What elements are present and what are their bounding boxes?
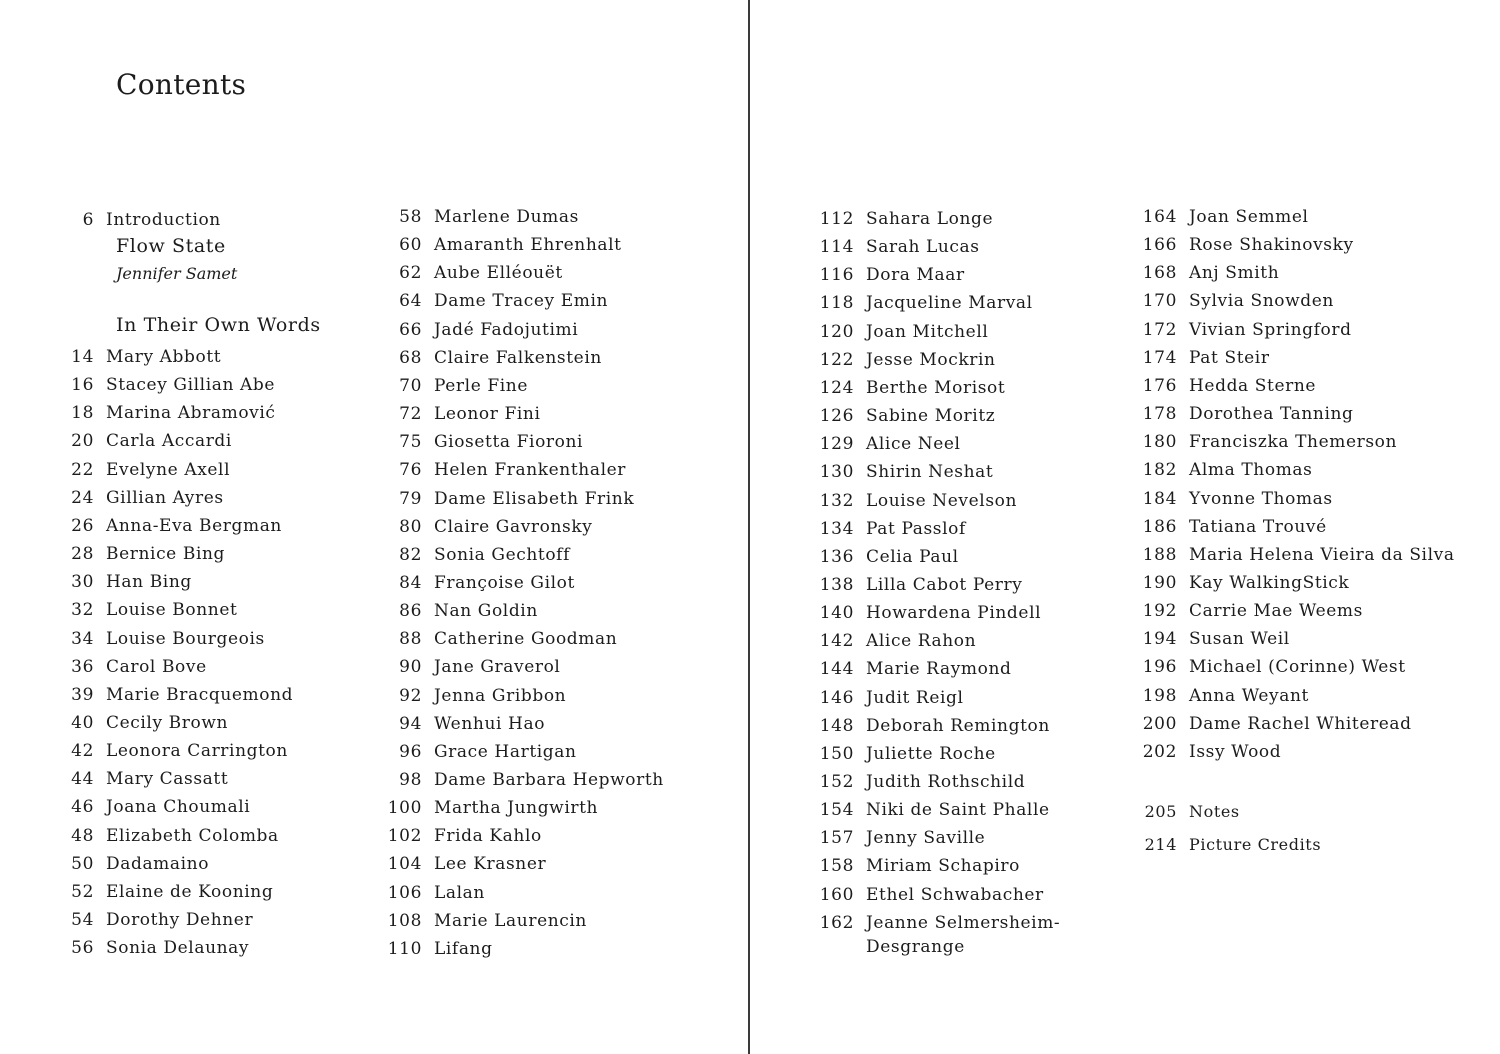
entry-artist-name: Alice Neel (866, 434, 961, 455)
entry-page-number: 129 (819, 434, 854, 455)
entry-artist-name: Sarah Lucas (866, 237, 980, 258)
entry-artist-name: Dame Tracey Emin (434, 291, 609, 312)
entry-artist-name: Martha Jungwirth (434, 798, 599, 819)
back-matter-label: Picture Credits (1189, 835, 1322, 854)
entry-page-number: 122 (819, 349, 854, 370)
entry-page-number: 194 (1142, 629, 1177, 650)
entry-artist-name: Jesse Mockrin (866, 349, 996, 370)
entry-artist-name: Jeanne Selmersheim- (866, 912, 1061, 933)
entry-artist-name: Elizabeth Colomba (106, 825, 279, 846)
entry-artist-name: Aube Elléouët (434, 263, 563, 284)
entry-page-number: 58 (399, 207, 422, 227)
entry-page-number: 48 (71, 825, 94, 846)
entry-page-number: 148 (819, 715, 854, 736)
entry-page-number: 176 (1142, 375, 1177, 396)
entry-artist-name: Anj Smith (1189, 263, 1280, 284)
entry-artist-name: Alma Thomas (1189, 460, 1313, 481)
entry-page-number: 20 (71, 431, 94, 452)
entry-artist-name: Anna-Eva Bergman (106, 515, 282, 536)
entry-artist-name: Claire Gavronsky (434, 516, 593, 537)
entry-page-number: 22 (71, 459, 94, 480)
entry-page-number: 172 (1142, 319, 1177, 340)
entry-artist-name: Dame Elisabeth Frink (434, 488, 635, 509)
entry-artist-name: Jenny Saville (866, 828, 986, 849)
entry-page-number: 152 (819, 772, 854, 792)
entry-artist-name: Mary Abbott (106, 347, 222, 367)
entry-page-number: 154 (819, 800, 854, 821)
entry-page-number: 140 (819, 603, 854, 624)
entry-artist-name: Franciszka Themerson (1189, 432, 1398, 453)
entry-page-number: 46 (71, 797, 94, 818)
entry-artist-name: Dora Maar (866, 265, 965, 286)
entry-artist-name: Jadé Fadojutimi (434, 319, 579, 340)
entry-artist-name: Jane Graverol (434, 657, 561, 678)
entry-page-number: 82 (399, 544, 422, 565)
entry-page-number: 92 (399, 685, 422, 706)
entry-page-number: 80 (399, 516, 422, 537)
entry-page-number: 16 (71, 375, 94, 396)
entry-artist-name: Judit Reigl (866, 687, 964, 708)
entry-artist-name: Joan Semmel (1189, 207, 1309, 227)
entry-page-number: 94 (399, 713, 422, 734)
entry-artist-name: Dadamaino (106, 853, 210, 874)
entry-artist-name: Perle Fine (434, 375, 529, 396)
entry-artist-name: Rose Shakinovsky (1189, 235, 1354, 256)
entry-page-number: 40 (71, 712, 94, 733)
entry-artist-name: Niki de Saint Phalle (866, 800, 1050, 821)
entry-artist-name: Marie Raymond (866, 659, 1012, 680)
entry-artist-name: Carla Accardi (106, 431, 232, 452)
entry-artist-name: Leonor Fini (434, 404, 541, 425)
entry-artist-name: Mary Cassatt (106, 769, 229, 790)
entry-page-number: 126 (819, 406, 854, 427)
back-matter-label: Notes (1189, 802, 1240, 821)
entry-artist-name: Françoise Gilot (434, 572, 575, 593)
entry-artist-name: Carrie Mae Weems (1189, 601, 1363, 622)
entry-artist-name: Dame Rachel Whiteread (1189, 713, 1412, 734)
entry-artist-name: Marie Laurencin (434, 910, 587, 931)
entry-artist-name: Pat Steir (1189, 347, 1270, 368)
intro-page-number: 6 (82, 210, 94, 230)
entry-page-number: 76 (399, 460, 422, 481)
entry-artist-name: Sabine Moritz (866, 406, 996, 427)
entry-page-number: 66 (399, 319, 422, 340)
entry-page-number: 162 (819, 912, 854, 933)
entry-page-number: 68 (399, 347, 422, 368)
entry-artist-name: Lifang (434, 938, 493, 959)
entry-page-number: 144 (819, 659, 854, 680)
entry-page-number: 36 (71, 656, 94, 677)
entry-page-number: 24 (71, 487, 94, 508)
entry-artist-name: Ethel Schwabacher (866, 884, 1044, 905)
entry-page-number: 34 (71, 628, 94, 649)
entry-page-number: 70 (399, 375, 422, 396)
entry-page-number: 75 (399, 432, 422, 453)
right-page (751, 0, 1500, 1054)
entry-page-number: 100 (387, 798, 422, 819)
entry-artist-name: Dorothea Tanning (1189, 404, 1354, 425)
entry-page-number: 112 (819, 209, 854, 229)
entry-page-number: 200 (1142, 713, 1177, 734)
entry-artist-name: Susan Weil (1189, 629, 1290, 650)
entry-artist-name: Lalan (434, 882, 485, 903)
entry-page-number: 60 (399, 235, 422, 256)
entry-artist-name: Claire Falkenstein (434, 347, 602, 368)
entry-artist-name: Berthe Morisot (866, 377, 1006, 398)
entry-page-number: 18 (71, 403, 94, 424)
entry-page-number: 62 (399, 263, 422, 284)
entry-page-number: 160 (819, 884, 854, 905)
entry-page-number: 108 (387, 910, 422, 931)
entry-artist-name: Amaranth Ehrenhalt (434, 235, 622, 256)
entry-artist-name: Han Bing (106, 572, 192, 593)
entry-artist-name: Bernice Bing (106, 544, 226, 565)
entry-page-number: 86 (399, 601, 422, 622)
entry-page-number: 104 (387, 854, 422, 875)
entry-artist-name: Maria Helena Vieira da Silva (1189, 544, 1455, 565)
entry-artist-name: Dorothy Dehner (106, 910, 254, 930)
intro-essay-title: Flow State (116, 235, 226, 257)
entry-artist-name: Tatiana Trouvé (1189, 516, 1327, 537)
entry-artist-name: Frida Kahlo (434, 826, 542, 847)
entry-artist-name: Cecily Brown (106, 712, 229, 733)
entry-artist-name: Louise Bourgeois (106, 628, 265, 649)
entry-page-number: 138 (819, 574, 854, 595)
entry-page-number: 196 (1142, 657, 1177, 678)
entry-page-number: 102 (387, 826, 422, 847)
entry-page-number: 64 (399, 291, 422, 312)
entry-page-number: 150 (819, 743, 854, 764)
entry-artist-name: Gillian Ayres (106, 487, 224, 508)
entry-artist-name: Alice Rahon (866, 631, 977, 652)
page-title: Contents (116, 67, 247, 101)
entry-artist-name: Helen Frankenthaler (434, 460, 626, 481)
entry-artist-name: Grace Hartigan (434, 741, 577, 762)
entry-page-number: 142 (819, 631, 854, 652)
entry-page-number: 166 (1142, 235, 1177, 256)
entry-page-number: 42 (71, 741, 94, 762)
entry-page-number: 202 (1142, 741, 1177, 762)
entry-artist-name: Joana Choumali (106, 797, 251, 818)
entry-page-number: 168 (1142, 263, 1177, 284)
entry-page-number: 30 (71, 572, 94, 593)
entry-artist-name: Kay WalkingStick (1189, 572, 1350, 593)
intro-label: Introduction (106, 210, 221, 230)
entry-page-number: 214 (1144, 835, 1177, 854)
entry-page-number: 158 (819, 856, 854, 877)
entry-artist-name: Louise Bonnet (106, 600, 238, 621)
entry-page-number: 120 (819, 321, 854, 342)
entry-page-number: 56 (71, 938, 94, 959)
entry-artist-name: Issy Wood (1189, 741, 1282, 762)
entry-artist-name: Carol Bove (106, 656, 207, 677)
entry-page-number: 84 (399, 572, 422, 593)
entry-page-number: 134 (819, 518, 854, 539)
entry-page-number: 170 (1142, 291, 1177, 312)
entry-page-number: 50 (71, 853, 94, 874)
entry-artist-name: Elaine de Kooning (106, 881, 274, 902)
entry-page-number: 118 (819, 293, 854, 314)
entry-page-number: 192 (1142, 601, 1177, 622)
entry-artist-name: Hedda Sterne (1189, 375, 1317, 396)
entry-page-number: 79 (399, 488, 422, 509)
entry-artist-name: Giosetta Fioroni (434, 432, 584, 453)
entry-page-number: 54 (71, 910, 94, 930)
entry-page-number: 184 (1142, 488, 1177, 509)
entry-page-number: 146 (819, 687, 854, 708)
entry-artist-name: Pat Passlof (866, 518, 966, 539)
entry-page-number: 96 (399, 741, 422, 762)
entry-artist-name: Stacey Gillian Abe (106, 375, 276, 396)
entry-artist-name: Sonia Gechtoff (434, 544, 570, 565)
left-page (0, 0, 748, 1054)
entry-artist-name: Marie Bracquemond (106, 684, 294, 705)
entry-artist-name: Howardena Pindell (866, 603, 1042, 624)
entry-page-number: 198 (1142, 685, 1177, 706)
entry-page-number: 52 (71, 881, 94, 902)
entry-page-number: 164 (1142, 207, 1177, 227)
entry-page-number: 130 (819, 462, 854, 483)
entry-page-number: 90 (399, 657, 422, 678)
entry-artist-name: Leonora Carrington (106, 741, 288, 762)
entry-artist-name: Joan Mitchell (866, 321, 989, 342)
entry-page-number: 106 (387, 882, 422, 903)
entry-page-number: 26 (71, 515, 94, 536)
entry-page-number: 116 (819, 265, 854, 286)
entry-artist-name: Celia Paul (866, 546, 959, 567)
book-gutter (748, 0, 750, 1054)
entry-page-number: 178 (1142, 404, 1177, 425)
entry-page-number: 186 (1142, 516, 1177, 537)
entry-artist-name: Marlene Dumas (434, 207, 579, 227)
entry-page-number: 110 (387, 938, 422, 959)
entry-artist-name: Sonia Delaunay (106, 938, 250, 959)
entry-page-number: 14 (71, 347, 94, 367)
entry-page-number: 72 (399, 404, 422, 425)
entry-artist-name: Judith Rothschild (866, 772, 1026, 792)
entry-artist-name: Louise Nevelson (866, 490, 1018, 511)
entry-artist-name: Sylvia Snowden (1189, 291, 1334, 312)
entry-artist-name: Anna Weyant (1189, 685, 1309, 706)
entry-artist-name: Wenhui Hao (434, 713, 546, 734)
intro-author: Jennifer Samet (116, 264, 238, 283)
entry-artist-name: Lilla Cabot Perry (866, 574, 1023, 595)
entry-artist-name: Juliette Roche (866, 743, 996, 764)
section-heading: In Their Own Words (116, 314, 321, 336)
entry-page-number: 28 (71, 544, 94, 565)
entry-artist-name: Lee Krasner (434, 854, 547, 875)
entry-page-number: 157 (819, 828, 854, 849)
entry-artist-name: Vivian Springford (1189, 319, 1352, 340)
entry-page-number: 39 (71, 684, 94, 705)
entry-page-number: 136 (819, 546, 854, 567)
entry-page-number: 190 (1142, 572, 1177, 593)
entry-page-number: 188 (1142, 544, 1177, 565)
entry-artist-name: Michael (Corinne) West (1189, 657, 1406, 678)
entry-artist-name-continued: Desgrange (866, 936, 965, 957)
entry-artist-name: Evelyne Axell (106, 459, 231, 480)
entry-page-number: 44 (71, 769, 94, 790)
entry-artist-name: Marina Abramović (106, 403, 276, 424)
entry-artist-name: Yvonne Thomas (1189, 488, 1333, 509)
entry-page-number: 182 (1142, 460, 1177, 481)
entry-page-number: 180 (1142, 432, 1177, 453)
entry-artist-name: Jacqueline Marval (866, 293, 1033, 314)
entry-page-number: 174 (1142, 347, 1177, 368)
entry-artist-name: Nan Goldin (434, 601, 538, 622)
entry-page-number: 32 (71, 600, 94, 621)
entry-artist-name: Catherine Goodman (434, 629, 618, 650)
entry-artist-name: Miriam Schapiro (866, 856, 1020, 877)
entry-artist-name: Jenna Gribbon (434, 685, 567, 706)
entry-page-number: 205 (1144, 802, 1177, 821)
entry-artist-name: Deborah Remington (866, 715, 1050, 736)
entry-page-number: 88 (399, 629, 422, 650)
entry-artist-name: Dame Barbara Hepworth (434, 770, 664, 790)
entry-page-number: 98 (399, 770, 422, 790)
entry-page-number: 132 (819, 490, 854, 511)
entry-page-number: 124 (819, 377, 854, 398)
entry-artist-name: Shirin Neshat (866, 462, 994, 483)
entry-artist-name: Sahara Longe (866, 209, 994, 229)
entry-page-number: 114 (819, 237, 854, 258)
